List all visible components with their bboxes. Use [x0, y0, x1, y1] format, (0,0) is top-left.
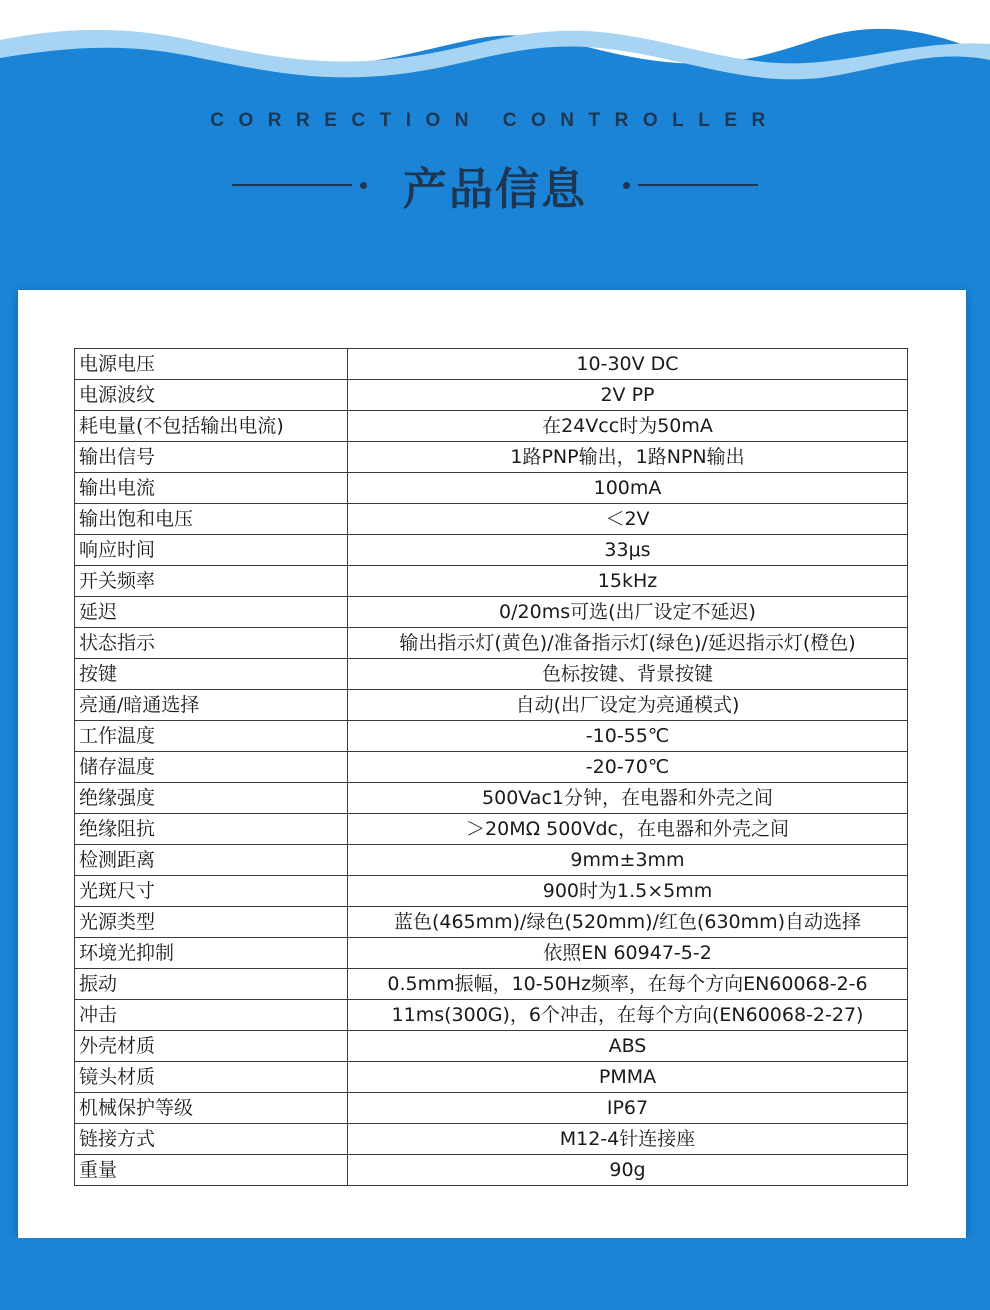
spec-value: -20-70℃	[348, 752, 908, 783]
title-dot-left	[360, 182, 367, 189]
spec-value: 依照EN 60947-5-2	[348, 938, 908, 969]
wave-decoration	[0, 0, 990, 160]
spec-label: 光斑尺寸	[75, 876, 348, 907]
table-row	[75, 349, 908, 380]
table-row	[75, 566, 908, 597]
spec-value: -10-55℃	[348, 721, 908, 752]
spec-label: 电源波纹	[75, 380, 348, 411]
spec-value: 色标按键、背景按键	[348, 659, 908, 690]
spec-value: 9mm±3mm	[348, 845, 908, 876]
table-row	[75, 938, 908, 969]
table-row	[75, 628, 908, 659]
spec-value: ＜2V	[348, 504, 908, 535]
table-row	[75, 876, 908, 907]
title-dot-right	[623, 182, 630, 189]
spec-value: 1路PNP输出，1路NPN输出	[348, 442, 908, 473]
spec-label: 延迟	[75, 597, 348, 628]
spec-table-body	[75, 349, 908, 1186]
title-row	[0, 150, 990, 220]
spec-label: 输出信号	[75, 442, 348, 473]
spec-value: 100mA	[348, 473, 908, 504]
spec-label: 检测距离	[75, 845, 348, 876]
table-row	[75, 659, 908, 690]
spec-value: ＞20MΩ 500Vdc，在电器和外壳之间	[348, 814, 908, 845]
table-row	[75, 535, 908, 566]
spec-table	[74, 348, 908, 1186]
spec-label: 外壳材质	[75, 1031, 348, 1062]
spec-label: 开关频率	[75, 566, 348, 597]
table-row	[75, 690, 908, 721]
spec-value: 输出指示灯(黄色)/准备指示灯(绿色)/延迟指示灯(橙色)	[348, 628, 908, 659]
spec-value: 11ms(300G)，6个冲击，在每个方向(EN60068-2-27)	[348, 1000, 908, 1031]
table-row	[75, 411, 908, 442]
page-title: 产品信息	[403, 164, 587, 215]
spec-label: 储存温度	[75, 752, 348, 783]
spec-value: 10-30V DC	[348, 349, 908, 380]
spec-value: 900时为1.5×5mm	[348, 876, 908, 907]
spec-value: 2V PP	[348, 380, 908, 411]
table-row	[75, 721, 908, 752]
spec-value: 90g	[348, 1155, 908, 1186]
spec-label: 耗电量(不包括输出电流)	[75, 411, 348, 442]
table-row	[75, 597, 908, 628]
spec-value: 33μs	[348, 535, 908, 566]
table-row	[75, 752, 908, 783]
spec-label: 工作温度	[75, 721, 348, 752]
spec-label: 状态指示	[75, 628, 348, 659]
spec-label: 重量	[75, 1155, 348, 1186]
table-row	[75, 907, 908, 938]
spec-label: 链接方式	[75, 1124, 348, 1155]
header-subtitle-en: CORRECTION CONTROLLER	[210, 110, 780, 131]
spec-value: 15kHz	[348, 566, 908, 597]
title-line-left	[232, 184, 352, 186]
spec-value: 自动(出厂设定为亮通模式)	[348, 690, 908, 721]
spec-label: 冲击	[75, 1000, 348, 1031]
spec-value: 0.5mm振幅，10-50Hz频率，在每个方向EN60068-2-6	[348, 969, 908, 1000]
spec-value: 在24Vcc时为50mA	[348, 411, 908, 442]
spec-value: PMMA	[348, 1062, 908, 1093]
spec-value: 蓝色(465mm)/绿色(520mm)/红色(630mm)自动选择	[348, 907, 908, 938]
spec-label: 电源电压	[75, 349, 348, 380]
spec-value: 500Vac1分钟，在电器和外壳之间	[348, 783, 908, 814]
title-line-right	[638, 184, 758, 186]
spec-label: 亮通/暗通选择	[75, 690, 348, 721]
table-row	[75, 845, 908, 876]
table-row	[75, 473, 908, 504]
table-row	[75, 1093, 908, 1124]
spec-value: M12-4针连接座	[348, 1124, 908, 1155]
bottom-band	[0, 1238, 990, 1310]
table-row	[75, 380, 908, 411]
spec-label: 输出电流	[75, 473, 348, 504]
table-row	[75, 442, 908, 473]
table-row	[75, 814, 908, 845]
spec-label: 振动	[75, 969, 348, 1000]
table-row	[75, 1155, 908, 1186]
spec-label: 绝缘强度	[75, 783, 348, 814]
spec-value: ABS	[348, 1031, 908, 1062]
spec-label: 按键	[75, 659, 348, 690]
table-row	[75, 504, 908, 535]
spec-label: 机械保护等级	[75, 1093, 348, 1124]
table-row	[75, 783, 908, 814]
table-row	[75, 969, 908, 1000]
spec-label: 环境光抑制	[75, 938, 348, 969]
table-row	[75, 1031, 908, 1062]
spec-value: IP67	[348, 1093, 908, 1124]
table-row	[75, 1062, 908, 1093]
spec-label: 输出饱和电压	[75, 504, 348, 535]
spec-label: 镜头材质	[75, 1062, 348, 1093]
spec-label: 光源类型	[75, 907, 348, 938]
table-row	[75, 1000, 908, 1031]
spec-label: 绝缘阻抗	[75, 814, 348, 845]
table-row	[75, 1124, 908, 1155]
spec-label: 响应时间	[75, 535, 348, 566]
spec-card	[18, 290, 966, 1238]
spec-value: 0/20ms可选(出厂设定不延迟)	[348, 597, 908, 628]
